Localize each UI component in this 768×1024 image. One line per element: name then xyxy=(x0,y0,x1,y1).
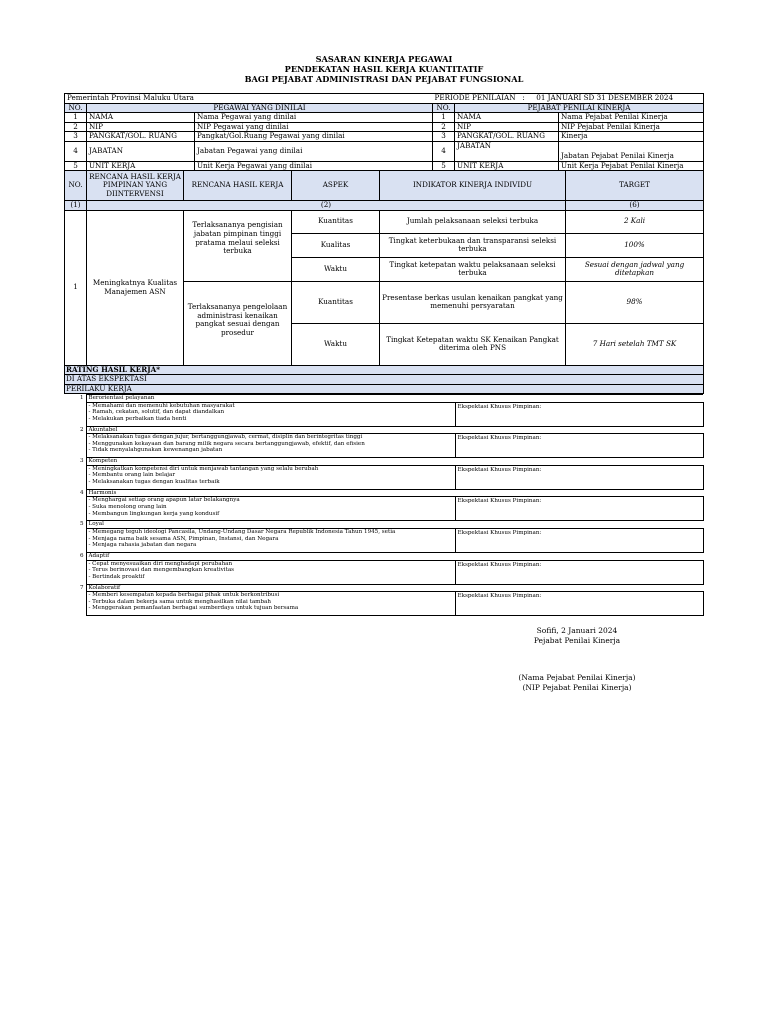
perilaku-number: 7 xyxy=(79,584,84,591)
perilaku-item: - Terus berinovasi dan mengembangkan kreativitas xyxy=(88,567,235,574)
perilaku-item: - Menggerakan pemanfaatan berbagai sumberdaya untuk tujuan bersama xyxy=(88,605,299,612)
periode-penilaian: PERIODE PENILAIAN : 01 JANUARI SD 31 DESEMBER 2024 xyxy=(433,94,704,104)
table-row: Waktu Tingkat ketepatan waktu pelaksanaan seleksi terbuka Sesuai dengan jadwal yang ditetapkan xyxy=(65,257,704,281)
perilaku-detail-row xyxy=(64,560,703,584)
perilaku-items xyxy=(86,528,455,552)
perilaku-item: - Terbuka dalam bekerja sama untuk menghasilkan nilai tambah xyxy=(88,598,271,605)
perilaku-item: - Memberi kesempatan kepada berbagai pihak untuk berkontribusi xyxy=(88,592,280,599)
perilaku-title: Adaptif xyxy=(86,552,703,560)
document-subtitle: PENDEKATAN HASIL KERJA KUANTITATIF xyxy=(284,64,484,74)
instansi: Pemerintah Provinsi Maluku Utara xyxy=(65,94,433,104)
perilaku-item: - Menjaga rahasia jabatan dan negara xyxy=(88,542,197,549)
perilaku-table xyxy=(64,394,704,616)
rating-title: RATING HASIL KERJA* xyxy=(65,365,704,375)
perilaku-title: Loyal xyxy=(86,521,703,529)
perilaku-spacer xyxy=(64,592,86,616)
ekspektasi-pimpinan: Ekspektasi Khusus Pimpinan: xyxy=(455,560,703,584)
table-row: 1 Meningkatnya Kualitas Manajemen ASN Terlaksananya pengisian jabatan pimpinan tinggi pratama melaui seleksi terbuka Kuantitas Jumlah pelaksanaan seleksi terbuka 2 Kali xyxy=(65,210,704,233)
perilaku-title: Kompeten xyxy=(86,458,703,466)
perilaku-item: - Memegang teguh ideologi Pancasila, Undang-Undang Dasar Negara Republik Indonesia Tahun 1945, setia xyxy=(88,528,396,535)
aspek-header: ASPEK xyxy=(292,171,380,201)
perilaku-title: Harmonis xyxy=(86,489,703,497)
perilaku-number: 3 xyxy=(79,458,84,465)
table-row: Waktu Tingkat Ketepatan waktu SK Kenaikan Pangkat diterima oleh PNS 7 Hari setelah TMT SK xyxy=(65,323,704,365)
rencana-header: RENCANA HASIL KERJA xyxy=(184,171,292,201)
col-number: (1) xyxy=(65,201,87,211)
perilaku-item: - Menjaga nama baik sesama ASN, Pimpinan, Instansi, dan Negara xyxy=(88,535,279,542)
perilaku-item: - Tidak menyalahgunakan kewenangan jabatan xyxy=(88,447,223,454)
perilaku-detail-row xyxy=(64,465,703,489)
perilaku-detail-row xyxy=(64,497,703,521)
rencana-cell: Terlaksananya pengelolaan administrasi kenaikan pangkat sesuai dengan prosedur xyxy=(184,281,292,365)
perilaku-item: - Meningkatkan kompetensi diri untuk menjawab tantangan yang selalu berubah xyxy=(88,465,319,472)
perilaku-title: Berorientasi pelayanan xyxy=(86,395,703,403)
perilaku-items xyxy=(86,592,455,616)
indikator-header: INDIKATOR KINERJA INDIVIDU xyxy=(380,171,566,201)
document-title: SASARAN KINERJA PEGAWAI xyxy=(315,54,453,64)
perilaku-item: - Melakukan perbaikan tiada henti xyxy=(88,415,187,422)
ekspektasi-pimpinan: Ekspektasi Khusus Pimpinan: xyxy=(455,528,703,552)
info-row: 2 NIP NIP Pegawai yang dinilai 2 NIP NIP Pejabat Penilai Kinerja xyxy=(65,122,704,132)
pejabat-header: PEJABAT PENILAI KINERJA xyxy=(455,103,704,113)
info-row: 3 PANGKAT/GOL. RUANG Pangkat/Gol.Ruang Pegawai yang dinilai 3 PANGKAT/GOL. RUANG Kinerja xyxy=(65,132,704,142)
perilaku-detail-row xyxy=(64,402,703,426)
perilaku-items xyxy=(86,434,455,458)
perilaku-item: - Bertindak proaktif xyxy=(88,573,145,580)
signature-role: Pejabat Penilai Kinerja xyxy=(533,636,621,645)
perilaku-number: 5 xyxy=(79,521,84,528)
perilaku-title-row xyxy=(64,426,703,434)
perilaku-title: PERILAKU KERJA xyxy=(65,384,704,394)
ekspektasi-pimpinan: Ekspektasi Khusus Pimpinan: xyxy=(455,465,703,489)
table-row: Kualitas Tingkat keterbukaan dan transparansi seleksi terbuka 100% xyxy=(65,233,704,257)
perilaku-items xyxy=(86,497,455,521)
perilaku-item: - Menggunakan kekayaan dan barang milik negara secara bertanggungjawab, efektif, dan efisien xyxy=(88,440,365,447)
perilaku-item: - Cepat menyesuaikan diri menghadapi perubahan xyxy=(88,560,233,567)
perilaku-item: - Membantu orang lain belajar xyxy=(88,472,176,479)
perilaku-title-row xyxy=(64,584,703,592)
no-header-2: NO. xyxy=(433,103,455,113)
perilaku-item: - Ramah, cekatan, solutif, dan dapat diandalkan xyxy=(88,409,225,416)
ekspektasi-pimpinan: Ekspektasi Khusus Pimpinan: xyxy=(455,434,703,458)
perilaku-title-row xyxy=(64,521,703,529)
pegawai-header: PEGAWAI YANG DINILAI xyxy=(87,103,433,113)
signature-name: (Nama Pejabat Penilai Kinerja) xyxy=(518,673,636,682)
perilaku-title-row xyxy=(64,395,703,403)
ekspektasi-pimpinan: Ekspektasi Khusus Pimpinan: xyxy=(455,592,703,616)
info-row: 1 NAMA Nama Pegawai yang dinilai 1 NAMA Nama Pejabat Penilai Kinerja xyxy=(65,113,704,123)
perilaku-number: 4 xyxy=(79,489,84,496)
perilaku-items xyxy=(86,402,455,426)
perilaku-detail-row xyxy=(64,434,703,458)
perilaku-item: - Menghargai setiap orang apapun latar belakangnya xyxy=(88,497,240,504)
perilaku-spacer xyxy=(64,402,86,426)
table-row: Terlaksananya pengelolaan administrasi kenaikan pangkat sesuai dengan prosedur Kuantitas Presentase berkas usulan kenaikan pangkat yang memenuhi persyaratan 98% xyxy=(65,281,704,323)
perilaku-title-row xyxy=(64,552,703,560)
perilaku-number: 1 xyxy=(79,395,84,401)
signature-nip: (NIP Pejabat Penilai Kinerja) xyxy=(522,683,632,692)
info-table xyxy=(64,93,704,172)
perilaku-detail-row xyxy=(64,528,703,552)
perilaku-title: Akuntabel xyxy=(86,426,703,434)
perilaku-number: 6 xyxy=(79,552,84,559)
perilaku-item: - Suka menolong orang lain xyxy=(88,503,167,510)
perilaku-spacer xyxy=(64,560,86,584)
target-header: TARGET xyxy=(566,171,704,201)
perilaku-title: Kolaboratif xyxy=(86,584,703,592)
perilaku-title-row xyxy=(64,489,703,497)
perilaku-title-row xyxy=(64,458,703,466)
perilaku-items xyxy=(86,465,455,489)
perilaku-item: - Melaksanakan tugas dengan jujur, bertanggungjawab, cermat, disiplin dan berintegritas tinggi xyxy=(88,434,363,441)
rencana-cell: Terlaksananya pengisian jabatan pimpinan tinggi pratama melaui seleksi terbuka xyxy=(184,210,292,281)
perilaku-spacer xyxy=(64,465,86,489)
perilaku-spacer xyxy=(64,434,86,458)
perilaku-items xyxy=(86,560,455,584)
ekspektasi-pimpinan: Ekspektasi Khusus Pimpinan: xyxy=(455,402,703,426)
ekspektasi-pimpinan: Ekspektasi Khusus Pimpinan: xyxy=(455,497,703,521)
perilaku-spacer xyxy=(64,528,86,552)
perilaku-item: - Melaksanakan tugas dengan kualitas terbaik xyxy=(88,478,220,485)
col-number: (6) xyxy=(566,201,704,211)
no-header: NO. xyxy=(65,103,87,113)
perilaku-item: - Memahami dan memenuhi kebutuhan masyarakat xyxy=(88,402,235,409)
info-row: 4 JABATAN Jabatan Pegawai yang dinilai 4 JABATAN Jabatan Pejabat Penilai Kinerja xyxy=(65,141,704,161)
kinerja-table xyxy=(64,170,704,394)
perilaku-item: - Membangun lingkungan kerja yang kondusif xyxy=(88,510,220,517)
document-subtitle-2: BAGI PEJABAT ADMINISTRASI DAN PEJABAT FUNGSIONAL xyxy=(244,74,524,84)
no-header: NO. xyxy=(65,171,87,201)
perilaku-number: 2 xyxy=(79,426,84,433)
perilaku-detail-row xyxy=(64,592,703,616)
rating-value: DI ATAS EKSPEKTASI xyxy=(65,375,704,385)
col-number: (2) xyxy=(87,201,566,211)
rencana-pimpinan-header: RENCANA HASIL KERJA PIMPINAN YANG DIINTERVENSI xyxy=(87,171,184,201)
info-row: 5 UNIT KERJA Unit Kerja Pegawai yang dinilai 5 UNIT KERJA Unit Kerja Pejabat Penilai Kinerja xyxy=(65,161,704,171)
perilaku-spacer xyxy=(64,497,86,521)
rencana-pimpinan-cell: Meningkatnya Kualitas Manajemen ASN xyxy=(87,210,184,365)
signature-place-date: Sofifi, 2 Januari 2024 xyxy=(536,626,618,635)
